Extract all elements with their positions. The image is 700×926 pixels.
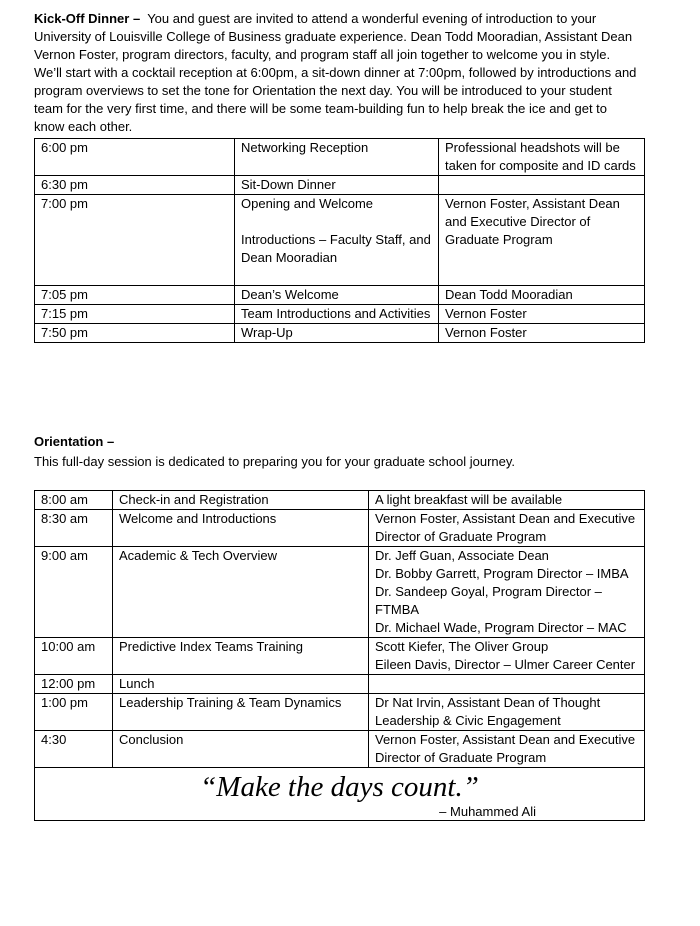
table-row bbox=[35, 324, 645, 343]
note-cell: Vernon Foster bbox=[439, 324, 645, 343]
table-row bbox=[35, 547, 645, 638]
note-line: Eileen Davis, Director – Ulmer Career Center bbox=[375, 657, 636, 672]
note-line: Dr. Michael Wade, Program Director – MAC bbox=[375, 620, 627, 635]
quote-cell bbox=[35, 768, 645, 821]
event-cell: Networking Reception bbox=[235, 139, 439, 176]
event-line: Opening and Welcome bbox=[241, 196, 374, 211]
time-cell: 12:00 pm bbox=[35, 675, 113, 694]
time-cell: 4:30 bbox=[35, 731, 113, 768]
kickoff-description: You and guest are invited to attend a wonderful evening of introduction to your University of Louisville College of Business graduate experience. Dean Todd Mooradian, Assistant Dean Vernon Foster, program directors, faculty, and program staff all join together to welcome you in style. We’ll start with a cocktail reception at 6:00pm, a sit-down dinner at 7:00pm, followed by introductions and program overviews to set the tone for Orientation the next day. You will be introduced to your student team for the very first time, and there will be some team-building fun to help break the ice and get to know each other. bbox=[34, 11, 637, 134]
event-cell: Welcome and Introductions bbox=[113, 510, 369, 547]
table-row bbox=[35, 176, 645, 195]
event-cell: Conclusion bbox=[113, 731, 369, 768]
event-cell: Wrap-Up bbox=[235, 324, 439, 343]
note-cell bbox=[369, 491, 645, 510]
event-cell bbox=[235, 195, 439, 286]
orientation-subtitle: This full-day session is dedicated to preparing you for your graduate school journey. bbox=[34, 454, 516, 469]
note-cell: Vernon Foster, Assistant Dean and Executive Director of Graduate Program bbox=[439, 195, 645, 286]
time-cell: 6:30 pm bbox=[35, 176, 235, 195]
event-cell: Academic & Tech Overview bbox=[113, 547, 369, 638]
event-cell: Sit-Down Dinner bbox=[235, 176, 439, 195]
note-cell bbox=[369, 731, 645, 768]
time-cell: 1:00 pm bbox=[35, 694, 113, 731]
note-cell bbox=[369, 510, 645, 547]
event-cell: Predictive Index Teams Training bbox=[113, 638, 369, 675]
time-cell: 7:50 pm bbox=[35, 324, 235, 343]
event-line: Introductions – Faculty Staff, and Dean Mooradian bbox=[241, 232, 431, 265]
note-line: A light breakfast will be available bbox=[375, 492, 563, 507]
table-row bbox=[35, 286, 645, 305]
orientation-schedule-table bbox=[34, 490, 645, 821]
event-cell: Dean’s Welcome bbox=[235, 286, 439, 305]
note-cell bbox=[369, 694, 645, 731]
time-cell: 6:00 pm bbox=[35, 139, 235, 176]
note-cell: Professional headshots will be taken for composite and ID cards bbox=[439, 139, 645, 176]
note-cell bbox=[369, 547, 645, 638]
table-row bbox=[35, 675, 645, 694]
note-cell: Dean Todd Mooradian bbox=[439, 286, 645, 305]
note-line: Dr. Sandeep Goyal, Program Director – FTMBA bbox=[375, 584, 602, 617]
quote-text: “Make the days count.” bbox=[200, 771, 479, 803]
time-cell: 8:00 am bbox=[35, 491, 113, 510]
quote-row bbox=[35, 768, 645, 821]
document-page bbox=[34, 10, 644, 819]
time-cell: 10:00 am bbox=[35, 638, 113, 675]
note-line: Vernon Foster, Assistant Dean and Executive Director of Graduate Program bbox=[375, 732, 636, 765]
note-line: Scott Kiefer, The Oliver Group bbox=[375, 639, 549, 654]
note-cell: Vernon Foster bbox=[439, 305, 645, 324]
time-cell: 7:15 pm bbox=[35, 305, 235, 324]
time-cell: 7:05 pm bbox=[35, 286, 235, 305]
event-cell: Leadership Training & Team Dynamics bbox=[113, 694, 369, 731]
note-line: Dr Nat Irvin, Assistant Dean of Thought Leadership & Civic Engagement bbox=[375, 695, 601, 728]
note-cell bbox=[369, 675, 645, 694]
time-cell: 8:30 am bbox=[35, 510, 113, 547]
kickoff-title: Kick-Off Dinner – bbox=[34, 11, 141, 26]
table-row bbox=[35, 195, 645, 286]
table-row bbox=[35, 510, 645, 547]
table-row bbox=[35, 491, 645, 510]
table-row bbox=[35, 139, 645, 176]
kickoff-intro bbox=[34, 10, 640, 136]
event-cell: Lunch bbox=[113, 675, 369, 694]
note-line: Dr. Jeff Guan, Associate Dean bbox=[375, 548, 549, 563]
time-cell: 7:00 pm bbox=[35, 195, 235, 286]
orientation-title: Orientation – bbox=[34, 434, 115, 449]
table-row bbox=[35, 731, 645, 768]
table-row bbox=[35, 694, 645, 731]
event-cell: Team Introductions and Activities bbox=[235, 305, 439, 324]
time-cell: 9:00 am bbox=[35, 547, 113, 638]
note-line: Vernon Foster, Assistant Dean and Executive Director of Graduate Program bbox=[375, 511, 636, 544]
note-cell bbox=[369, 638, 645, 675]
table-row bbox=[35, 305, 645, 324]
table-row bbox=[35, 638, 645, 675]
note-line: Dr. Bobby Garrett, Program Director – IMBA bbox=[375, 566, 629, 581]
note-cell bbox=[439, 176, 645, 195]
kickoff-schedule-table bbox=[34, 138, 645, 343]
quote-author: – Muhammed Ali bbox=[439, 804, 536, 819]
event-cell: Check-in and Registration bbox=[113, 491, 369, 510]
